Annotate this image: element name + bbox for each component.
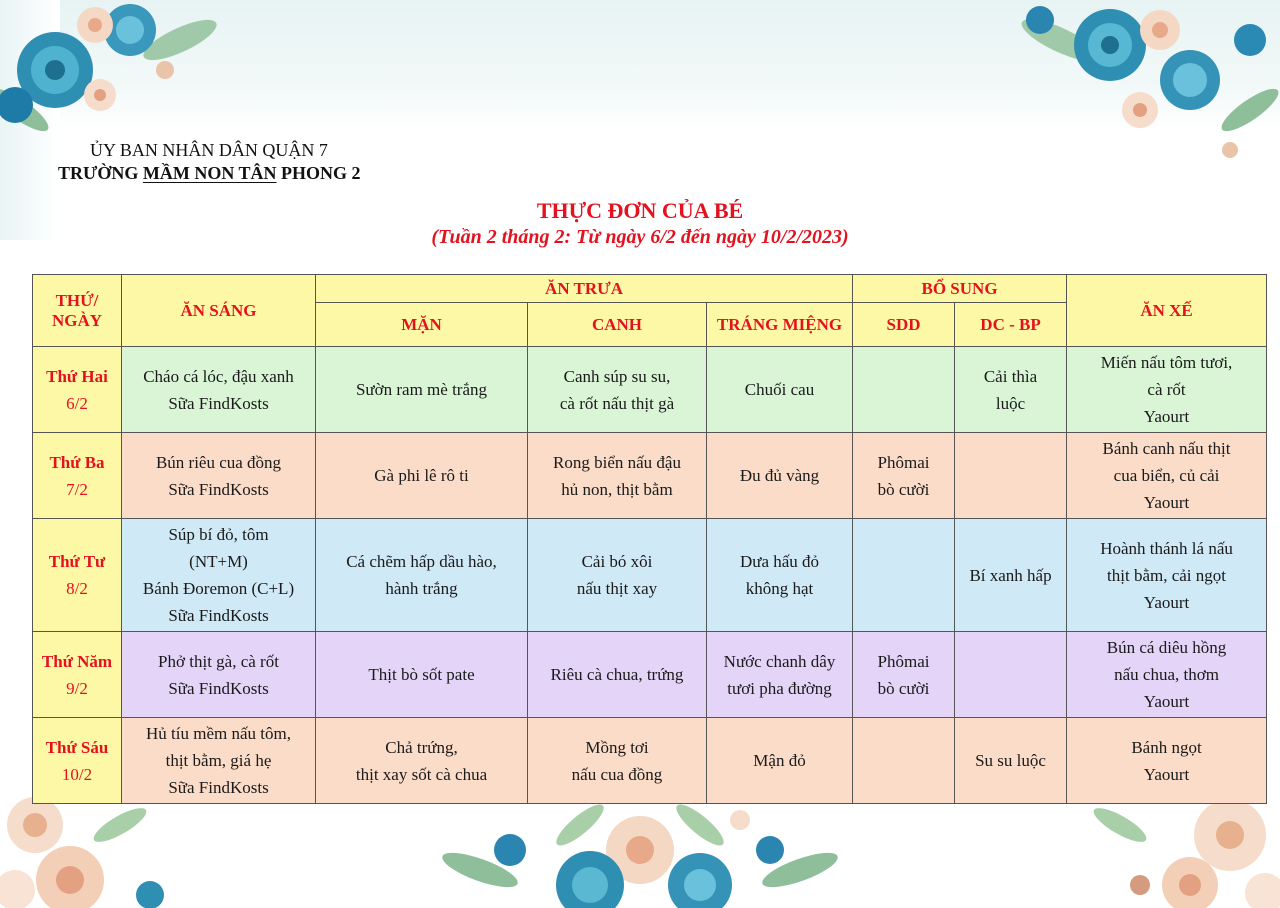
cell-man (316, 632, 528, 718)
cell-man (316, 519, 528, 632)
cell-breakfast (122, 632, 316, 718)
cell-line: Chả trứng, (385, 737, 458, 757)
cell-line: Cháo cá lóc, đậu xanh (143, 366, 294, 386)
cell-snack (1067, 632, 1267, 718)
day-cell (33, 519, 122, 632)
cell-line: bò cười (877, 678, 930, 698)
cell-canh (528, 519, 707, 632)
cell-line: tươi pha đường (727, 678, 832, 698)
day-date: 7/2 (66, 479, 88, 499)
cell-line: Phômai (877, 452, 930, 472)
flower-decoration-top-left (0, 0, 240, 150)
cell-breakfast (122, 433, 316, 519)
cell-line: nấu chua, thơm (1114, 665, 1219, 684)
table-row (33, 347, 1267, 433)
header-lunch: ĂN TRƯA (316, 275, 853, 303)
header-sdd: SDD (853, 303, 955, 347)
cell-line: Chuối cau (744, 380, 815, 399)
page-subtitle: (Tuần 2 tháng 2: Từ ngày 6/2 đến ngày 10/2/2023) (431, 226, 849, 248)
cell-line: (NT+M) (189, 552, 248, 571)
cell-man (316, 718, 528, 804)
cell-line: Cá chẽm hấp dầu hào, (346, 552, 497, 571)
cell-trang-mieng (707, 347, 853, 433)
cell-snack (1067, 433, 1267, 519)
page-title: THỰC ĐƠN CỦA BÉ (536, 198, 744, 223)
cell-line: hủ non, thịt bằm (561, 479, 673, 499)
cell-breakfast (122, 347, 316, 433)
cell-line: Đu đủ vàng (739, 466, 820, 485)
cell-man (316, 347, 528, 433)
day-cell (33, 718, 122, 804)
cell-trang-mieng (707, 632, 853, 718)
cell-line: không hạt (745, 579, 814, 598)
table-row (33, 718, 1267, 804)
cell-dcbp (955, 433, 1067, 519)
cell-snack (1067, 718, 1267, 804)
cell-line: cà rốt nấu thịt gà (559, 393, 675, 413)
header-dcbp: DC - BP (955, 303, 1067, 347)
cell-line: Bí xanh hấp (969, 565, 1052, 585)
cell-line: Su su luộc (975, 751, 1046, 770)
menu-table-body (33, 347, 1267, 804)
cell-line: Dưa hấu đỏ (739, 552, 820, 571)
day-name: Thứ Sáu (45, 737, 109, 757)
flower-decoration-bottom-center (440, 790, 840, 908)
cell-dcbp (955, 347, 1067, 433)
cell-sdd (853, 632, 955, 718)
day-date: 10/2 (61, 764, 93, 784)
cell-line: nấu cua đồng (571, 764, 663, 784)
cell-sdd (853, 433, 955, 519)
cell-line: Yaourt (1143, 407, 1190, 426)
day-date: 8/2 (66, 579, 88, 598)
cell-line: Riêu cà chua, trứng (550, 665, 684, 684)
cell-line: nấu thịt xay (576, 579, 658, 598)
cell-line: Canh súp su su, (563, 366, 671, 386)
cell-dcbp (955, 718, 1067, 804)
cell-line: Sữa FindKosts (168, 606, 269, 625)
cell-line: Yaourt (1143, 493, 1190, 512)
cell-dcbp (955, 519, 1067, 632)
cell-man (316, 433, 528, 519)
cell-line: Bún cá diêu hồng (1106, 638, 1227, 657)
cell-line: Bún riêu cua đồng (155, 452, 282, 472)
cell-line: Bánh Đoremon (C+L) (142, 579, 295, 598)
cell-sdd (853, 718, 955, 804)
cell-line: bò cười (877, 479, 930, 499)
cell-line: cà rốt (1147, 380, 1186, 399)
cell-line: Cải thìa (983, 366, 1038, 386)
table-row (33, 433, 1267, 519)
cell-line: Rong biển nấu đậu (553, 452, 681, 472)
cell-line: Yaourt (1143, 692, 1190, 711)
cell-line: Sữa FindKosts (168, 479, 269, 499)
cell-canh (528, 347, 707, 433)
header-breakfast: ĂN SÁNG (122, 275, 316, 347)
school-name-suffix: PHONG 2 (276, 163, 361, 183)
cell-line: Miến nấu tôm tươi, (1100, 353, 1233, 372)
day-name: Thứ Tư (48, 552, 106, 571)
cell-trang-mieng (707, 433, 853, 519)
cell-sdd (853, 347, 955, 433)
cell-trang-mieng (707, 519, 853, 632)
cell-dcbp (955, 632, 1067, 718)
menu-table (32, 274, 1267, 804)
school-name (58, 163, 361, 184)
flower-decoration-top-right (1000, 0, 1280, 170)
cell-line: Súp bí đỏ, tôm (168, 525, 269, 544)
day-cell (33, 347, 122, 433)
cell-line: Hủ tíu mềm nấu tôm, (146, 724, 291, 743)
cell-line: Mận đỏ (753, 751, 806, 770)
cell-line: Thịt bò sốt pate (368, 665, 475, 684)
cell-line: Yaourt (1143, 764, 1190, 784)
table-row (33, 519, 1267, 632)
cell-breakfast (122, 519, 316, 632)
cell-line: cua biển, củ cải (1113, 466, 1220, 485)
cell-line: Bánh ngọt (1131, 737, 1202, 757)
cell-line: Mồng tơi (585, 737, 649, 757)
cell-line: Sữa FindKosts (168, 393, 269, 413)
table-row (33, 632, 1267, 718)
cell-line: Nước chanh dây (723, 651, 836, 671)
cell-breakfast (122, 718, 316, 804)
cell-line: Yaourt (1143, 592, 1190, 612)
school-name-prefix: TRƯỜNG (58, 163, 143, 183)
cell-canh (528, 632, 707, 718)
header-man: MẶN (316, 303, 528, 347)
day-cell (33, 433, 122, 519)
day-name: Thứ Ba (49, 452, 105, 472)
header-snack: ĂN XẾ (1067, 275, 1267, 347)
cell-line: Phở thịt gà, cà rốt (158, 651, 279, 671)
cell-line: luộc (995, 393, 1026, 413)
header-trang-mieng: TRÁNG MIỆNG (707, 303, 853, 347)
school-name-underlined: MẦM NON TÂN (142, 163, 277, 183)
cell-canh (528, 718, 707, 804)
header-day: THỨ/ NGÀY (33, 275, 122, 347)
cell-line: thịt bằm, cải ngọt (1107, 565, 1227, 585)
cell-line: Bánh canh nấu thịt (1102, 439, 1231, 458)
cell-canh (528, 433, 707, 519)
cell-line: Gà phi lê rô ti (374, 466, 469, 485)
day-date: 6/2 (66, 393, 88, 413)
cell-trang-mieng (707, 718, 853, 804)
cell-line: Sườn ram mè trắng (355, 380, 488, 399)
cell-line: Sữa FindKosts (168, 778, 269, 797)
header-supplement: BỔ SUNG (853, 275, 1067, 303)
cell-snack (1067, 347, 1267, 433)
day-name: Thứ Năm (41, 651, 113, 671)
cell-line: thịt bằm, giá hẹ (165, 751, 272, 770)
cell-line: thịt xay sốt cà chua (355, 764, 488, 784)
cell-snack (1067, 519, 1267, 632)
cell-sdd (853, 519, 955, 632)
cell-line: Sữa FindKosts (168, 678, 269, 698)
day-date: 9/2 (66, 678, 88, 698)
cell-line: Hoành thánh lá nấu (1100, 538, 1233, 558)
cell-line: Cải bó xôi (581, 552, 653, 571)
cell-line: Phômai (877, 651, 930, 671)
district-name: ỦY BAN NHÂN DÂN QUẬN 7 (90, 140, 328, 160)
day-name: Thứ Hai (46, 366, 108, 386)
day-cell (33, 632, 122, 718)
header-canh: CANH (528, 303, 707, 347)
cell-line: hành trắng (385, 579, 458, 598)
